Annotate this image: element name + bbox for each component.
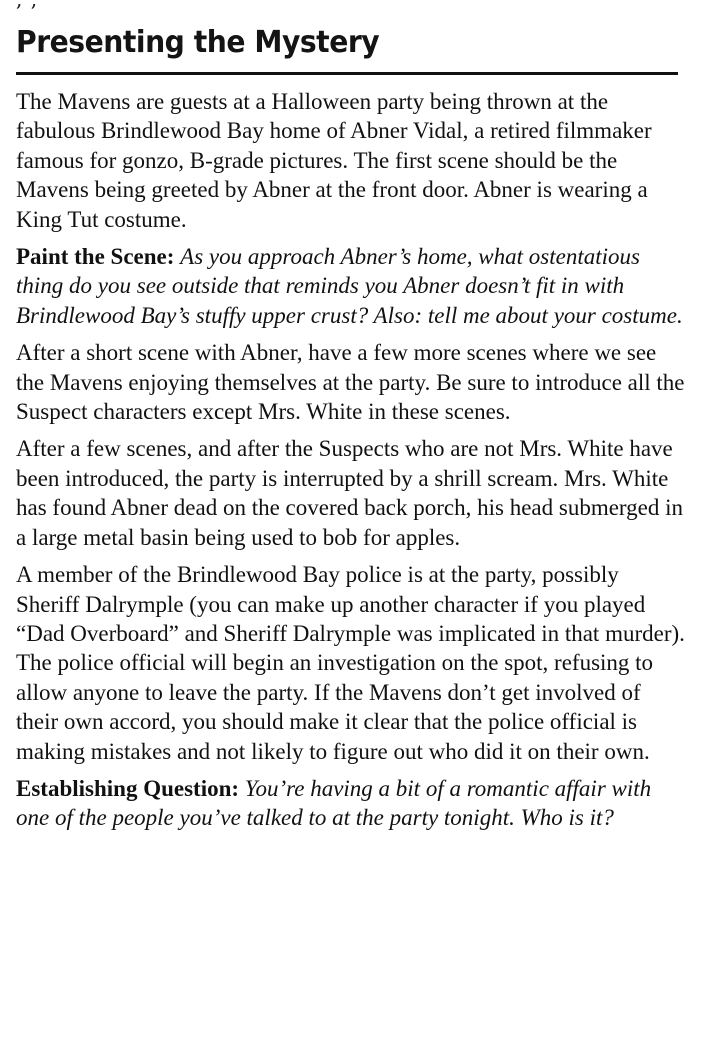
- establishing-question-label: Establishing Question:: [16, 775, 240, 801]
- section-heading: Presenting the Mystery: [16, 25, 380, 60]
- paint-scene-prompt: As you approach Abner’s home, what ostentatious thing do you see outside that reminds you Abner doesn’t fit in with Brindlewood Bay’s stuffy upper crust? Also: tell me about your costume.: [16, 244, 683, 328]
- intro-paragraph: The Mavens are guests at a Halloween party being thrown at the fabulous Brindlewood Bay home of Abner Vidal, a retired filmmaker famous for gonzo, B-grade pictures. The first scene should be the Mavens being greeted by Abner at the front door. Abner is wearing a King Tut costume.: [16, 89, 652, 232]
- establishing-question-prompt: You’re having a bit of a romantic affair with one of the people you’ve talked to at the party tonight. Who is it?: [16, 775, 652, 831]
- heading-rule: [16, 72, 678, 75]
- paint-scene-paragraph: [16, 242, 686, 330]
- party-scenes-paragraph: After a short scene with Abner, have a few more scenes where we see the Mavens enjoying themselves at the party. Be sure to introduce all the Suspect characters except Mrs. White in these scenes.: [16, 340, 685, 425]
- scream-paragraph: After a few scenes, and after the Suspects who are not Mrs. White have been introduced, the party is interrupted by a shrill scream. Mrs. White has found Abner dead on the covered back porch, his head submerged in a large metal basin being used to bob for apples.: [16, 436, 684, 550]
- police-paragraph: A member of the Brindlewood Bay police is at the party, possibly Sheriff Dalrymple (you can make up another character if you played “Dad Overboard” and Sheriff Dalrymple was implicated in that murder). The police official will begin an investigation on the spot, refusing to allow anyone to leave the party. If the Mavens don’t get involved of their own accord, you should make it clear that the police official is making mistakes and not likely to figure out who did it on their own.: [16, 562, 685, 764]
- paint-scene-label: Paint the Scene:: [16, 244, 175, 270]
- previous-page-text-fragment: [16, 0, 38, 11]
- establishing-question-paragraph: [16, 774, 686, 833]
- section-body: [16, 87, 686, 841]
